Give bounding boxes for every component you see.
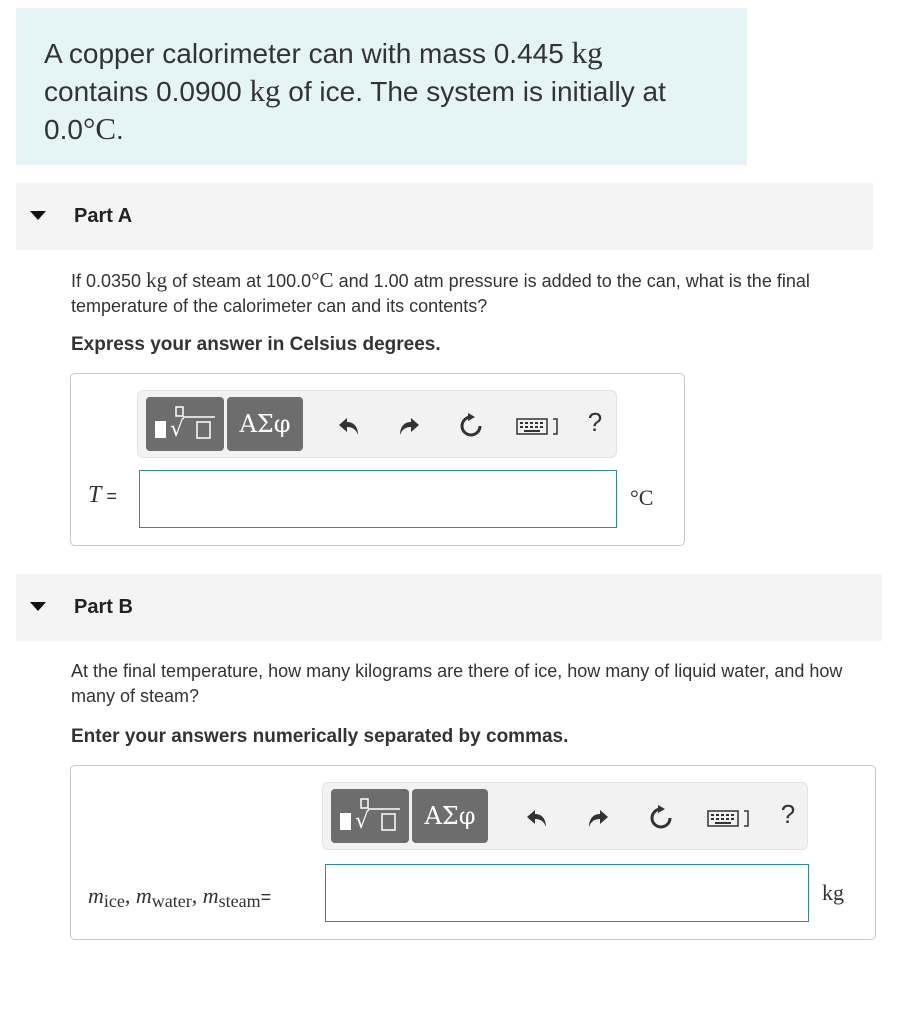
greek-symbols-button[interactable]: ΑΣφ <box>412 789 488 843</box>
templates-button[interactable] <box>146 397 224 451</box>
reset-icon[interactable] <box>458 413 484 439</box>
svg-text:√: √ <box>170 417 185 442</box>
keyboard-icon[interactable] <box>516 413 562 439</box>
help-button[interactable]: ? <box>587 406 603 437</box>
part-b-answer-input[interactable] <box>325 864 809 922</box>
problem-text: A copper calorimeter can with mass 0.445 kg contains 0.0900 kg of ice. The system is initially at 0.0°C. <box>44 35 666 146</box>
part-a-answer-panel <box>70 373 685 546</box>
math-toolbar <box>322 782 808 850</box>
redo-icon[interactable] <box>396 413 422 439</box>
part-a-title: Part A <box>74 205 133 227</box>
help-button[interactable]: ? <box>780 798 796 829</box>
part-a-answer-label: T = <box>88 482 117 508</box>
undo-icon[interactable] <box>336 413 362 439</box>
part-a-header[interactable] <box>16 183 873 250</box>
templates-icon <box>153 405 217 443</box>
part-b-instruction: Enter your answers numerically separated by commas. <box>71 726 569 747</box>
part-a-answer-unit: °C <box>630 485 654 510</box>
part-a-answer-input[interactable] <box>139 470 617 528</box>
redo-icon[interactable] <box>585 805 611 831</box>
templates-button[interactable] <box>331 789 409 843</box>
svg-text:√: √ <box>355 809 370 834</box>
greek-symbols-button[interactable]: ΑΣφ <box>227 397 303 451</box>
part-b-answer-label: $m_{ice}$, $m_{water}$, $m_{steam}=$ <box>88 883 272 911</box>
problem-intro <box>16 8 747 165</box>
part-b-answer-panel <box>70 765 876 940</box>
keyboard-icon[interactable] <box>707 805 753 831</box>
math-toolbar <box>137 390 617 458</box>
reset-icon[interactable] <box>648 805 674 831</box>
collapse-caret-icon[interactable] <box>30 211 46 220</box>
part-b-title: Part B <box>74 596 133 618</box>
part-a-question: If 0.0350 kg of steam at 100.0°C and 1.00 atm pressure is added to the can, what is the final temperature of the calorimeter can and its contents? <box>71 268 810 316</box>
templates-icon <box>338 797 402 835</box>
collapse-caret-icon[interactable] <box>30 602 46 611</box>
part-b-header[interactable] <box>16 574 882 641</box>
part-a-instruction: Express your answer in Celsius degrees. <box>71 334 441 355</box>
part-b-answer-unit: kg <box>822 880 844 905</box>
part-b-question: At the final temperature, how many kilograms are there of ice, how many of liquid water, and how many of steam? <box>71 661 843 706</box>
undo-icon[interactable] <box>524 805 550 831</box>
